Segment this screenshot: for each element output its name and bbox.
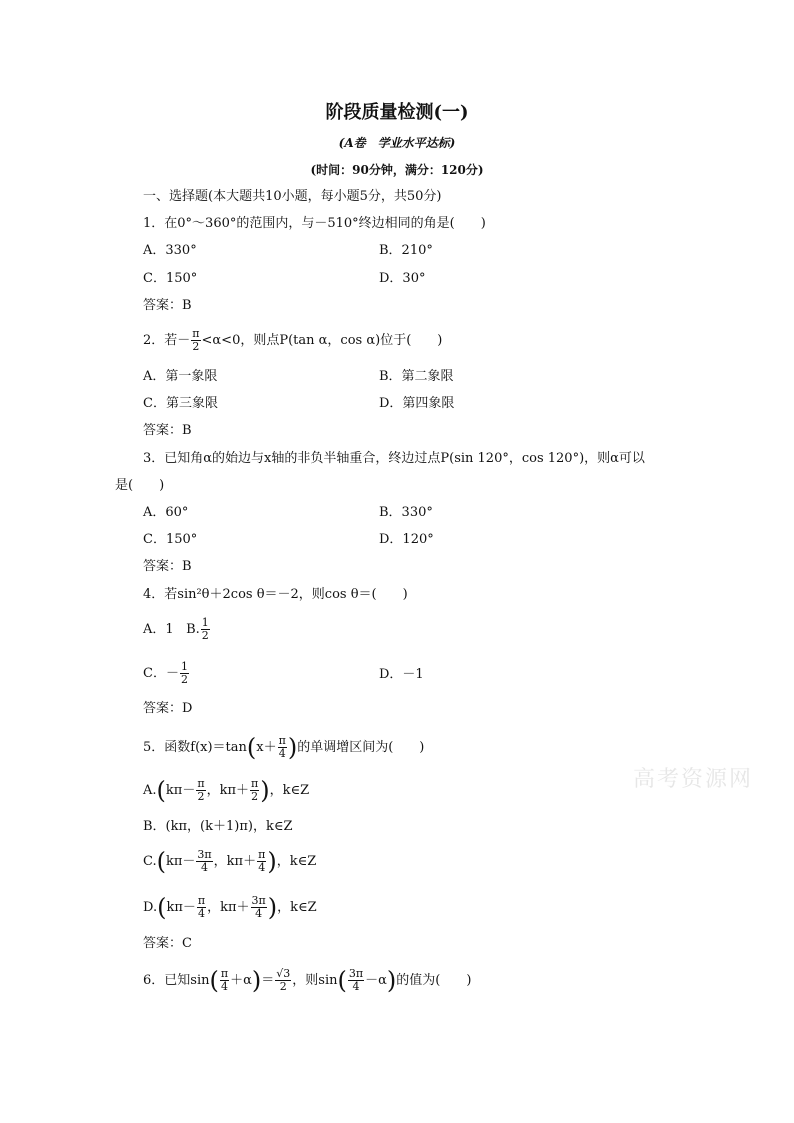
q5-answer: 答案：C xyxy=(143,936,192,951)
q5-denominator: 4 xyxy=(278,747,286,760)
page-title: 阶段质量检测(一) xyxy=(325,102,469,123)
q4-c-numerator: 1 xyxy=(180,660,188,673)
q4-option-c xyxy=(143,659,190,689)
q5-a-post: ，k∈Z xyxy=(269,783,310,798)
q6-right-paren-1: ) xyxy=(251,966,262,995)
q1-stem: 1．在0°～360°的范围内，与－510°终边相同的角是( ) xyxy=(143,216,486,231)
q6-numerator-1: π xyxy=(220,967,229,980)
q2-denominator: 2 xyxy=(192,340,200,353)
q4-option-c-fraction xyxy=(180,661,189,686)
q3-option-d: D．120° xyxy=(379,532,434,547)
q3-stem-line2: 是( ) xyxy=(115,478,165,493)
q2-numerator: π xyxy=(192,327,200,340)
q6-post: 的值为( ) xyxy=(396,973,472,988)
q5-a-left-paren: ( xyxy=(156,776,166,805)
q5-d-denominator-2: 4 xyxy=(255,907,263,920)
q3-answer: 答案：B xyxy=(143,559,192,574)
q5-a-denominator-1: 2 xyxy=(197,790,205,803)
q5-option-d xyxy=(143,893,317,923)
q5-option-b: B．(kπ，(k＋1)π)，k∈Z xyxy=(143,819,293,834)
q5-a-fraction-1 xyxy=(196,778,205,803)
q3-stem-line1: 3．已知角α的始边与x轴的非负半轴重合，终边过点P(sin 120°，cos 120°)，则α可以 xyxy=(143,451,645,466)
q5-right-paren: ) xyxy=(287,733,298,762)
q4-options-ab xyxy=(143,615,211,645)
paper-subtitle: (A卷 学业水平达标) xyxy=(338,136,456,150)
q6-mid2: ，则sin xyxy=(292,973,338,988)
q5-c-numerator-1: 3π xyxy=(197,848,212,861)
q6-fraction-1 xyxy=(220,968,229,993)
q2-answer: 答案：B xyxy=(143,423,192,438)
q2-stem-post: <α<0，则点P(tan α，cos α)位于( ) xyxy=(201,333,443,348)
q6-fraction-2 xyxy=(275,968,291,993)
q4-answer: 答案：D xyxy=(143,701,193,716)
q1-option-b: B．210° xyxy=(379,243,433,258)
q5-c-numerator-2: π xyxy=(258,848,266,861)
q5-left-paren: ( xyxy=(246,733,257,762)
q5-stem xyxy=(143,733,424,763)
q6-numerator-2: √3 xyxy=(276,967,291,980)
q3-option-b: B．330° xyxy=(379,505,433,520)
q5-inner: x＋ xyxy=(256,740,277,755)
q5-a-numerator-1: π xyxy=(197,777,205,790)
q5-stem-pre: 5．函数f(x)＝tan xyxy=(143,740,247,755)
q5-c-right-paren: ) xyxy=(267,847,277,876)
q2-stem xyxy=(143,326,442,356)
q5-d-numerator-1: π xyxy=(197,894,206,907)
q5-d-numerator-2: 3π xyxy=(251,894,266,907)
q4-option-b-label: B. xyxy=(186,622,200,637)
q5-d-part1: kπ－ xyxy=(166,900,196,915)
q5-a-right-paren: ) xyxy=(260,776,270,805)
q5-a-label: A. xyxy=(143,783,157,798)
q4-option-a: A．1 xyxy=(143,622,174,637)
q4-option-b-fraction xyxy=(201,617,210,642)
q5-a-part1: kπ－ xyxy=(165,783,196,798)
q4-b-denominator: 2 xyxy=(201,629,209,642)
q5-a-numerator-2: π xyxy=(250,777,259,790)
q6-mid1: ＋α xyxy=(230,973,252,988)
q6-mid3: －α xyxy=(365,973,387,988)
q5-c-fraction-1 xyxy=(196,849,212,874)
q5-d-right-paren: ) xyxy=(267,893,278,922)
q6-denominator-2: 2 xyxy=(279,980,287,993)
q5-d-fraction-1 xyxy=(197,895,206,920)
q5-a-fraction-2 xyxy=(250,778,259,803)
q5-numerator: π xyxy=(278,734,286,747)
q5-d-part2: ，kπ＋ xyxy=(207,900,250,915)
q2-option-b: B．第二象限 xyxy=(379,369,454,384)
q6-left-paren-1: ( xyxy=(209,966,219,995)
q1-option-d: D．30° xyxy=(379,271,426,286)
q1-option-c: C．150° xyxy=(143,271,198,286)
q6-left-paren-2: ( xyxy=(337,966,347,995)
q5-c-denominator-2: 4 xyxy=(258,861,266,874)
q6-fraction-3 xyxy=(348,968,364,993)
q6-numerator-3: 3π xyxy=(348,967,364,980)
q4-option-c-label: C．－ xyxy=(143,666,179,681)
q6-stem xyxy=(143,966,471,996)
q3-option-c: C．150° xyxy=(143,532,198,547)
q2-option-a: A．第一象限 xyxy=(143,369,218,384)
q3-option-a: A．60° xyxy=(143,505,189,520)
q1-option-a: A．330° xyxy=(143,243,197,258)
q6-pre: 6．已知sin xyxy=(143,973,210,988)
q4-c-denominator: 2 xyxy=(180,673,188,686)
q5-d-label: D. xyxy=(143,900,158,915)
q4-stem: 4．若sin²θ＋2cos θ＝－2，则cos θ＝( ) xyxy=(143,587,408,602)
q1-answer: 答案：B xyxy=(143,298,192,313)
q5-fraction xyxy=(278,735,287,760)
q2-fraction xyxy=(191,328,200,353)
time-info: (时间：90分钟，满分：120分) xyxy=(310,163,484,177)
q5-c-post: ，k∈Z xyxy=(276,854,317,869)
q2-option-d: D．第四象限 xyxy=(379,396,455,411)
q5-c-part1: kπ－ xyxy=(166,854,196,869)
q5-option-a xyxy=(143,776,309,806)
q5-a-denominator-2: 2 xyxy=(251,790,259,803)
q4-b-numerator: 1 xyxy=(201,616,209,629)
q5-c-left-paren: ( xyxy=(156,847,166,876)
q5-d-fraction-2 xyxy=(251,895,267,920)
watermark: 高考资源网 xyxy=(633,767,754,792)
q6-equals: ＝ xyxy=(261,973,275,988)
q5-c-fraction-2 xyxy=(257,849,266,874)
q6-denominator-3: 4 xyxy=(352,980,360,993)
q5-c-label: C. xyxy=(143,854,157,869)
q5-stem-post: 的单调增区间为( ) xyxy=(297,740,425,755)
q2-option-c: C．第三象限 xyxy=(143,396,218,411)
q5-d-denominator-1: 4 xyxy=(198,907,205,920)
q5-option-c xyxy=(143,847,316,877)
q5-a-part2: ，kπ＋ xyxy=(206,783,249,798)
q5-d-left-paren: ( xyxy=(157,893,167,922)
q6-right-paren-2: ) xyxy=(386,966,397,995)
q4-option-d: D．－1 xyxy=(379,667,424,682)
section-heading: 一、选择题(本大题共10小题，每小题5分，共50分) xyxy=(143,189,442,204)
q2-stem-pre: 2．若－ xyxy=(143,333,191,348)
q6-denominator-1: 4 xyxy=(220,980,228,993)
q5-d-post: ，k∈Z xyxy=(277,900,317,915)
q5-c-part2: ，kπ＋ xyxy=(213,854,257,869)
q5-c-denominator-1: 4 xyxy=(201,861,209,874)
